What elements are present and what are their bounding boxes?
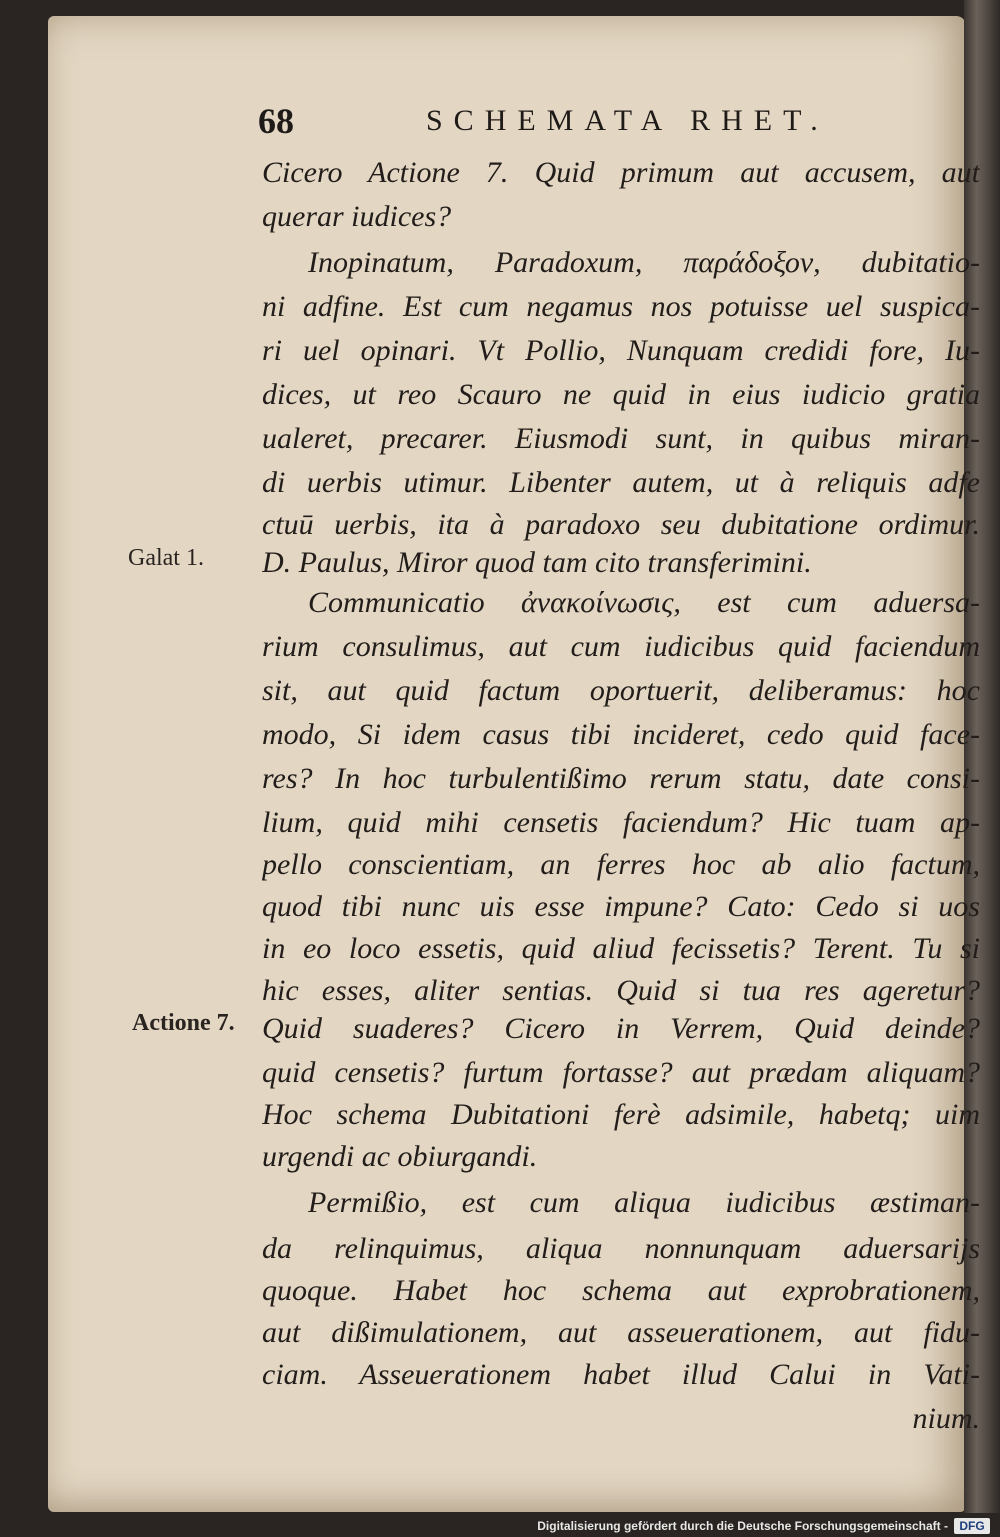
- text-line: quoque. Habet hoc schema aut exprobrationem,: [262, 1274, 980, 1307]
- text-line: Hoc schema Dubitationi ferè adsimile, habetq; uim: [262, 1098, 980, 1131]
- dfg-logo: DFG: [954, 1518, 990, 1534]
- margin-note-actione: Actione 7.: [132, 1010, 235, 1036]
- text-line: ualeret, precarer. Eiusmodi sunt, in quibus miran-: [262, 422, 980, 455]
- text-line: urgendi ac obiurgandi.: [262, 1140, 538, 1173]
- text-line: aut dißimulationem, aut asseuerationem, aut fidu-: [262, 1316, 980, 1349]
- text-line: ni adfine. Est cum negamus nos potuisse uel suspica-: [262, 290, 980, 323]
- funding-credit: Digitalisierung gefördert durch die Deutsche Forschungsgemeinschaft -: [537, 1519, 948, 1533]
- margin-note-galat: Galat 1.: [128, 545, 204, 571]
- text-line: quod tibi nunc uis esse impune? Cato: Cedo si uos: [262, 890, 980, 923]
- text-line: dices, ut reo Scauro ne quid in eius iudicio gratia: [262, 378, 980, 411]
- text-line: di uerbis utimur. Libenter autem, ut à reliquis adfe: [262, 466, 980, 499]
- text-line: Communicatio ἀνακοίνωσις, est cum aduersa-: [308, 586, 980, 619]
- text-line: hic esses, aliter sentias. Quid si tua res ageretur?: [262, 974, 980, 1007]
- text-line: ri uel opinari. Vt Pollio, Nunquam credidi fore, Iu-: [262, 334, 980, 367]
- running-head: [258, 100, 898, 150]
- text-line: res? In hoc turbulentißimo rerum statu, date consi-: [262, 762, 980, 795]
- text-line: rium consulimus, aut cum iudicibus quid faciendum: [262, 630, 980, 663]
- text-line: quid censetis? furtum fortasse? aut prædam aliquam?: [262, 1056, 980, 1089]
- text-line: lium, quid mihi censetis faciendum? Hic tuam ap-: [262, 806, 980, 839]
- text-line: ctuū uerbis, ita à paradoxo seu dubitatione ordimur.: [262, 508, 980, 541]
- text-line: querar iudices?: [262, 200, 452, 233]
- text-line: pello conscientiam, an ferres hoc ab alio factum,: [262, 848, 980, 881]
- text-line: modo, Si idem casus tibi incideret, cedo quid face-: [262, 718, 980, 751]
- text-line: Quid suaderes? Cicero in Verrem, Quid deinde?: [262, 1012, 980, 1045]
- text-line: Permißio, est cum aliqua iudicibus æstiman-: [308, 1186, 980, 1219]
- text-line: sit, aut quid factum oportuerit, deliberamus: hoc: [262, 674, 980, 707]
- text-line: nium.: [912, 1402, 980, 1435]
- text-line: Cicero Actione 7. Quid primum aut accusem, aut: [262, 156, 980, 189]
- text-line: in eo loco essetis, quid aliud fecissetis? Terent. Tu si: [262, 932, 980, 965]
- text-line: ciam. Asseuerationem habet illud Calui in Vati-: [262, 1358, 980, 1391]
- text-line: Inopinatum, Paradoxum, παράδοξον, dubitatio-: [308, 246, 980, 279]
- text-line: da relinquimus, aliqua nonnunquam aduersarijs: [262, 1232, 980, 1265]
- running-title: SCHEMATA RHET.: [426, 104, 829, 137]
- text-line: D. Paulus, Miror quod tam cito transferimini.: [262, 546, 812, 579]
- page-number: 68: [258, 101, 294, 141]
